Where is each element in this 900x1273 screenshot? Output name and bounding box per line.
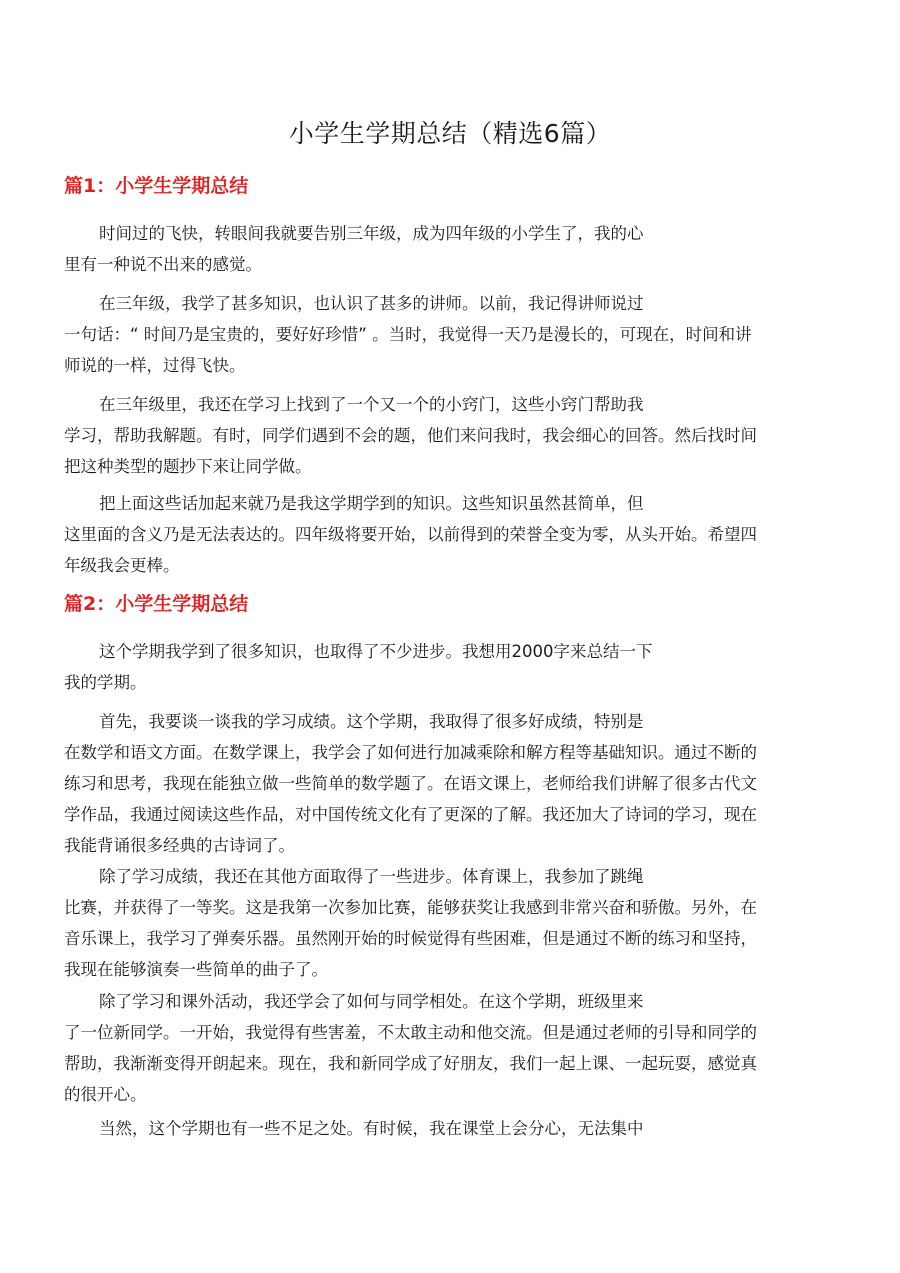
paragraph-line: 除了学习成绩，我还在其他方面取得了一些进步。体育课上，我参加了跳绳	[99, 867, 644, 886]
paragraph	[64, 488, 854, 581]
paragraph-line: 音乐课上，我学习了弹奏乐器。虽然刚开始的时候觉得有些困难，但是通过不断的练习和坚持，	[64, 929, 757, 948]
paragraph	[64, 986, 854, 1110]
paragraph	[64, 636, 854, 698]
paragraph-line: 我的学期。	[64, 673, 147, 692]
document-title: 小学生学期总结（精选6篇）	[288, 119, 612, 148]
paragraph-line: 这里面的含义乃是无法表达的。四年级将要开始，以前得到的荣誉全变为零，从头开始。希望四	[64, 525, 757, 544]
paragraph-line: 把上面这些话加起来就乃是我这学期学到的知识。这些知识虽然甚简单，但	[99, 494, 644, 513]
paragraph	[64, 1113, 854, 1144]
paragraph	[64, 288, 854, 381]
paragraph-line: 师说的一样，过得飞快。	[64, 356, 246, 375]
paragraph-line: 学习，帮助我解题。有时，同学们遇到不会的题，他们来问我时，我会细心的回答。然后找时间	[64, 426, 757, 445]
paragraph-line: 当然，这个学期也有一些不足之处。有时候，我在课堂上会分心，无法集中	[99, 1119, 644, 1138]
paragraph-line: 我能背诵很多经典的古诗词了。	[64, 836, 295, 855]
paragraph	[64, 861, 854, 985]
paragraph-line: 这个学期我学到了很多知识，也取得了不少进步。我想用2000字来总结一下	[99, 642, 653, 661]
paragraph-line: 在数学和语文方面。在数学课上，我学会了如何进行加减乘除和解方程等基础知识。通过不断的	[64, 743, 757, 762]
section-heading: 篇1：小学生学期总结	[64, 175, 249, 197]
paragraph-line: 在三年级里，我还在学习上找到了一个又一个的小窍门，这些小窍门帮助我	[99, 395, 644, 414]
paragraph	[64, 389, 854, 482]
paragraph-line: 年级我会更棒。	[64, 556, 180, 575]
paragraph-line: 除了学习和课外活动，我还学会了如何与同学相处。在这个学期，班级里来	[99, 992, 644, 1011]
paragraph-line: 练习和思考，我现在能独立做一些简单的数学题了。在语文课上，老师给我们讲解了很多古代文	[64, 774, 757, 793]
paragraph-line: 在三年级，我学了甚多知识，也认识了甚多的讲师。以前，我记得讲师说过	[99, 294, 644, 313]
paragraph-line: 首先，我要谈一谈我的学习成绩。这个学期，我取得了很多好成绩，特别是	[99, 712, 644, 731]
paragraph-line: 比赛，并获得了一等奖。这是我第一次参加比赛，能够获奖让我感到非常兴奋和骄傲。另外，在	[64, 898, 757, 917]
paragraph-line: 学作品，我通过阅读这些作品，对中国传统文化有了更深的了解。我还加大了诗词的学习，现在	[64, 805, 757, 824]
paragraph-line: 里有一种说不出来的感觉。	[64, 255, 262, 274]
paragraph-line: 了一位新同学。一开始，我觉得有些害羞，不太敢主动和他交流。但是通过老师的引导和同学的	[64, 1023, 757, 1042]
paragraph-line: 我现在能够演奏一些简单的曲子了。	[64, 960, 328, 979]
paragraph	[64, 218, 854, 280]
paragraph-line: 一句话：“ 时间乃是宝贵的，要好好珍惜” 。当时，我觉得一天乃是漫长的，可现在，时间和讲	[64, 325, 752, 344]
section-heading: 篇2：小学生学期总结	[64, 593, 249, 615]
paragraph-line: 把这种类型的题抄下来让同学做。	[64, 457, 312, 476]
paragraph	[64, 706, 854, 861]
paragraph-line: 帮助，我渐渐变得开朗起来。现在，我和新同学成了好朋友，我们一起上课、一起玩耍，感觉真	[64, 1054, 757, 1073]
paragraph-line: 的很开心。	[64, 1085, 147, 1104]
paragraph-line: 时间过的飞快，转眼间我就要告别三年级，成为四年级的小学生了，我的心	[99, 224, 644, 243]
